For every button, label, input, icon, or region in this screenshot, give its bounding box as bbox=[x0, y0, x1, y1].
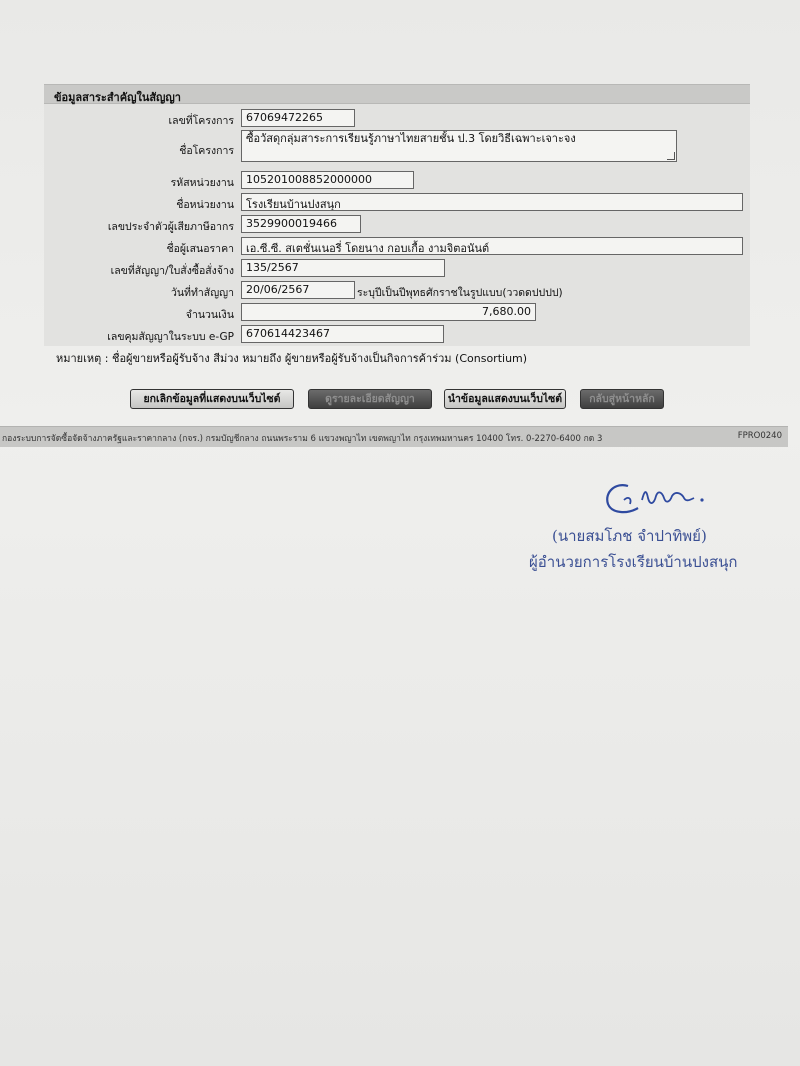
agency-name-label: ชื่อหน่วยงาน bbox=[176, 199, 234, 211]
project-no-label: เลขที่โครงการ bbox=[168, 115, 234, 127]
cancel-publish-button[interactable]: ยกเลิกข้อมูลที่แสดงบนเว็บไซต์ bbox=[130, 389, 294, 409]
amount-label: จำนวนเงิน bbox=[185, 309, 234, 321]
contract-summary-panel bbox=[44, 84, 750, 346]
project-no-field[interactable]: 67069472265 bbox=[241, 109, 355, 127]
panel-title: ข้อมูลสาระสำคัญในสัญญา bbox=[54, 91, 181, 104]
footer-address: กองระบบการจัดซื้อจัดจ้างภาครัฐและราคากลาง (กจร.) กรมบัญชีกลาง ถนนพระราม 6 แขวงพญาไท เขตพญาไท กรุงเทพมหานคร 10400 โทร. 0-2270-6400 กด 3 bbox=[2, 434, 603, 444]
agency-code-field[interactable]: 105201008852000000 bbox=[241, 171, 414, 189]
tax-id-label: เลขประจำตัวผู้เสียภาษีอากร bbox=[107, 221, 234, 233]
signatory-title: ผู้อำนวยการโรงเรียนบ้านปงสนุก bbox=[529, 553, 738, 571]
project-name-text: ซื้อวัสดุกลุ่มสาระการเรียนรู้ภาษาไทยสายชั้น ป.3 โดยวิธีเฉพาะเจาะจง bbox=[246, 132, 576, 145]
contract-no-field[interactable]: 135/2567 bbox=[241, 259, 445, 277]
footer-page-code: FPRO0240 bbox=[737, 431, 782, 441]
bidder-name-field[interactable]: เอ.ซี.ซี. สเตชั่นเนอรี่ โดยนาง กอบเกื้อ งามจิตอนันต์ bbox=[241, 237, 743, 255]
consortium-note: หมายเหตุ : ชื่อผู้ขายหรือผู้รับจ้าง สีม่วง หมายถึง ผู้ขายหรือผู้รับจ้างเป็นกิจการค้าร่วม (Consortium) bbox=[56, 352, 528, 365]
footer-bar bbox=[0, 426, 788, 447]
agency-code-label: รหัสหน่วยงาน bbox=[170, 177, 234, 189]
project-name-label: ชื่อโครงการ bbox=[179, 145, 234, 157]
view-summary-button[interactable]: ดูรายละเอียดสัญญา bbox=[308, 389, 432, 409]
project-name-field[interactable] bbox=[241, 130, 677, 162]
contract-date-field[interactable]: 20/06/2567 bbox=[241, 281, 355, 299]
contract-date-label: วันที่ทำสัญญา bbox=[170, 287, 234, 299]
handwritten-signature bbox=[598, 478, 708, 524]
bidder-name-label: ชื่อผู้เสนอราคา bbox=[166, 243, 234, 255]
contract-no-label: เลขที่สัญญา/ใบสั่งซื้อสั่งจ้าง bbox=[110, 265, 234, 277]
panel-header bbox=[44, 84, 750, 104]
egp-no-field[interactable]: 670614423467 bbox=[241, 325, 444, 343]
tax-id-field[interactable]: 3529900019466 bbox=[241, 215, 361, 233]
contract-date-hint: ระบุปีเป็นปีพุทธศักราชในรูปแบบ(ววดดปปปป) bbox=[357, 287, 563, 299]
signatory-name: (นายสมโภช จำปาทิพย์) bbox=[552, 527, 707, 545]
publish-button[interactable]: นำข้อมูลแสดงบนเว็บไซต์ bbox=[444, 389, 566, 409]
amount-field[interactable]: 7,680.00 bbox=[241, 303, 536, 321]
egp-no-label: เลขคุมสัญญาในระบบ e-GP bbox=[107, 331, 234, 343]
resize-grip-icon[interactable] bbox=[667, 152, 675, 160]
back-home-button[interactable]: กลับสู่หน้าหลัก bbox=[580, 389, 664, 409]
agency-name-field[interactable]: โรงเรียนบ้านปงสนุก bbox=[241, 193, 743, 211]
